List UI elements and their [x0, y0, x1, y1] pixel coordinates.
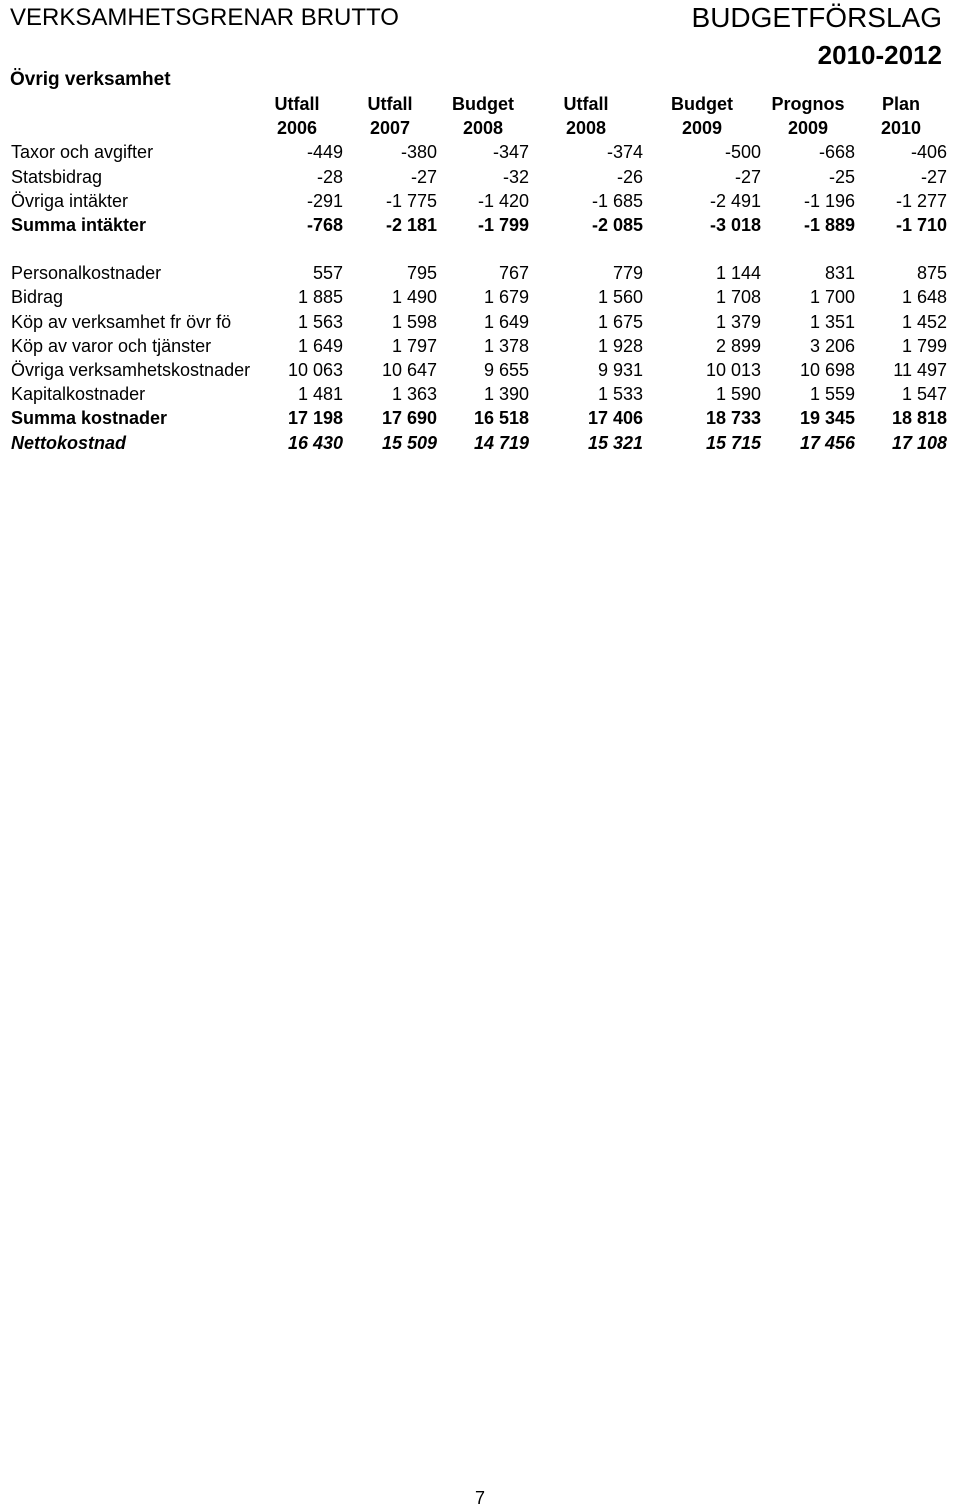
header-row-1	[8, 92, 947, 116]
table-cell: 831	[824, 263, 855, 284]
table-cell: -2 181	[385, 215, 437, 236]
table-cell: 10 013	[705, 360, 761, 381]
row-label: Statsbidrag	[11, 166, 103, 187]
table-cell: -27	[410, 166, 437, 187]
table-cell: -374	[606, 142, 643, 163]
table-cell: 1 547	[901, 384, 947, 405]
table-cell: -27	[734, 166, 761, 187]
table-cell: -2 491	[709, 190, 761, 211]
table-cell: 9 931	[597, 360, 643, 381]
row-label: Bidrag	[11, 287, 64, 308]
table-cell: -1 277	[895, 190, 947, 211]
table-cell: -668	[818, 142, 855, 163]
header-row-2	[8, 116, 947, 140]
table-cell: 3 206	[809, 335, 855, 356]
table-cell: 19 345	[799, 408, 855, 429]
col-header: Budget	[671, 94, 733, 114]
table-cell: 795	[406, 263, 437, 284]
table-cell: 10 647	[381, 360, 437, 381]
table-cell: -768	[306, 215, 343, 236]
table-cell: 17 108	[891, 432, 947, 453]
table-cell: 15 509	[381, 432, 437, 453]
table-cell: 18 733	[705, 408, 761, 429]
table-cell: -1 775	[385, 190, 437, 211]
table-cell: 1 481	[297, 384, 343, 405]
table-cell: 1 378	[483, 335, 529, 356]
col-year: 2008	[462, 118, 504, 139]
table-row	[8, 431, 947, 455]
table-row	[8, 382, 947, 406]
table-row	[8, 189, 947, 213]
table-cell: 1 648	[901, 287, 947, 308]
table-row	[8, 334, 947, 358]
table-cell: 15 715	[705, 432, 761, 453]
table-cell: -1 420	[477, 190, 529, 211]
table-cell: 1 351	[809, 311, 855, 332]
table-cell: 1 559	[809, 384, 855, 405]
table-cell: -32	[502, 166, 529, 187]
table-cell: -406	[910, 142, 947, 163]
table-cell: 1 649	[483, 311, 529, 332]
row-label: Taxor och avgifter	[11, 142, 154, 163]
table-cell: 875	[916, 263, 947, 284]
col-header: Prognos	[771, 94, 845, 114]
table-cell: 2 899	[715, 335, 761, 356]
section-subtitle: Övrig verksamhet	[10, 69, 171, 90]
col-header: Plan	[881, 94, 920, 114]
table-row	[8, 261, 947, 285]
col-year: 2009	[681, 118, 723, 139]
table-cell: 1 390	[483, 384, 529, 405]
table-row	[8, 165, 947, 189]
col-year: 2008	[565, 118, 607, 139]
document-title: BUDGETFÖRSLAG	[691, 2, 942, 33]
table-cell: 1 799	[901, 335, 947, 356]
table-cell: -3 018	[709, 215, 761, 236]
table-cell: 16 518	[473, 408, 529, 429]
table-cell: 1 928	[597, 335, 643, 356]
row-label: Övriga verksamhetskostnader	[11, 360, 251, 381]
table-cell: 1 679	[483, 287, 529, 308]
table-cell: 17 406	[587, 408, 643, 429]
row-label: Övriga intäkter	[11, 190, 129, 211]
table-cell: -380	[400, 142, 437, 163]
table-cell: 17 690	[381, 408, 437, 429]
table-cell: 557	[312, 263, 343, 284]
table-cell: -1 685	[591, 190, 643, 211]
col-year: 2006	[276, 118, 318, 139]
table-cell: -26	[616, 166, 643, 187]
table-cell: -25	[828, 166, 855, 187]
table-row	[8, 358, 947, 382]
table-cell: 16 430	[287, 432, 343, 453]
table-cell: 1 563	[297, 311, 343, 332]
table-row	[8, 406, 947, 430]
row-label: Nettokostnad	[11, 432, 127, 453]
budget-table	[8, 92, 947, 455]
table-cell: 1 675	[597, 311, 643, 332]
table-cell: 1 379	[715, 311, 761, 332]
col-year: 2007	[369, 118, 411, 139]
table-cell: 1 590	[715, 384, 761, 405]
table-cell: -1 710	[895, 215, 947, 236]
table-cell: 15 321	[587, 432, 643, 453]
table-cell: 10 063	[287, 360, 343, 381]
budget-period: 2010-2012	[817, 40, 942, 70]
col-header: Utfall	[563, 94, 609, 114]
page-title: VERKSAMHETSGRENAR BRUTTO	[10, 4, 399, 31]
col-year: 2009	[787, 118, 829, 139]
col-header: Utfall	[367, 94, 413, 114]
table-cell: 1 700	[809, 287, 855, 308]
table-cell: 14 719	[473, 432, 529, 453]
row-label: Köp av verksamhet fr övr fö	[11, 311, 232, 332]
table-cell: 11 497	[893, 360, 947, 381]
table-cell: 17 198	[287, 408, 343, 429]
row-label: Summa intäkter	[11, 215, 147, 236]
row-label: Summa kostnader	[11, 408, 168, 429]
table-cell: -28	[316, 166, 343, 187]
table-cell: 1 490	[391, 287, 437, 308]
row-label: Personalkostnader	[11, 263, 162, 284]
table-cell: -500	[724, 142, 761, 163]
table-cell: 767	[498, 263, 529, 284]
table-row	[8, 213, 947, 237]
table-cell: 1 452	[901, 311, 947, 332]
row-label: Kapitalkostnader	[11, 384, 146, 405]
table-cell: 9 655	[483, 360, 529, 381]
table-cell: -1 196	[803, 190, 855, 211]
col-header: Budget	[452, 94, 514, 114]
table-cell: 10 698	[799, 360, 855, 381]
table-cell: -27	[920, 166, 947, 187]
table-cell: 1 363	[391, 384, 437, 405]
table-cell: -449	[306, 142, 343, 163]
table-cell: 1 797	[391, 335, 437, 356]
table-cell: -1 889	[803, 215, 855, 236]
table-row	[8, 310, 947, 334]
table-cell: 1 885	[297, 287, 343, 308]
table-cell: -347	[492, 142, 529, 163]
row-label: Köp av varor och tjänster	[11, 335, 212, 356]
table-cell: 1 144	[715, 263, 761, 284]
table-cell: 1 598	[391, 311, 437, 332]
table-cell: 1 560	[597, 287, 643, 308]
table-row	[8, 285, 947, 309]
spacer-row	[8, 237, 947, 261]
table-cell: 1 649	[297, 335, 343, 356]
table-cell: 18 818	[891, 408, 947, 429]
table-cell: -1 799	[477, 215, 529, 236]
table-cell: -2 085	[591, 215, 643, 236]
table-cell: 17 456	[799, 432, 855, 453]
page-number: 7	[474, 1488, 485, 1508]
table-cell: 1 708	[715, 287, 761, 308]
table-cell: -291	[306, 190, 343, 211]
table-row	[8, 140, 947, 164]
col-header: Utfall	[274, 94, 320, 114]
table-cell: 1 533	[597, 384, 643, 405]
table-cell: 779	[612, 263, 643, 284]
col-year: 2010	[880, 118, 922, 139]
